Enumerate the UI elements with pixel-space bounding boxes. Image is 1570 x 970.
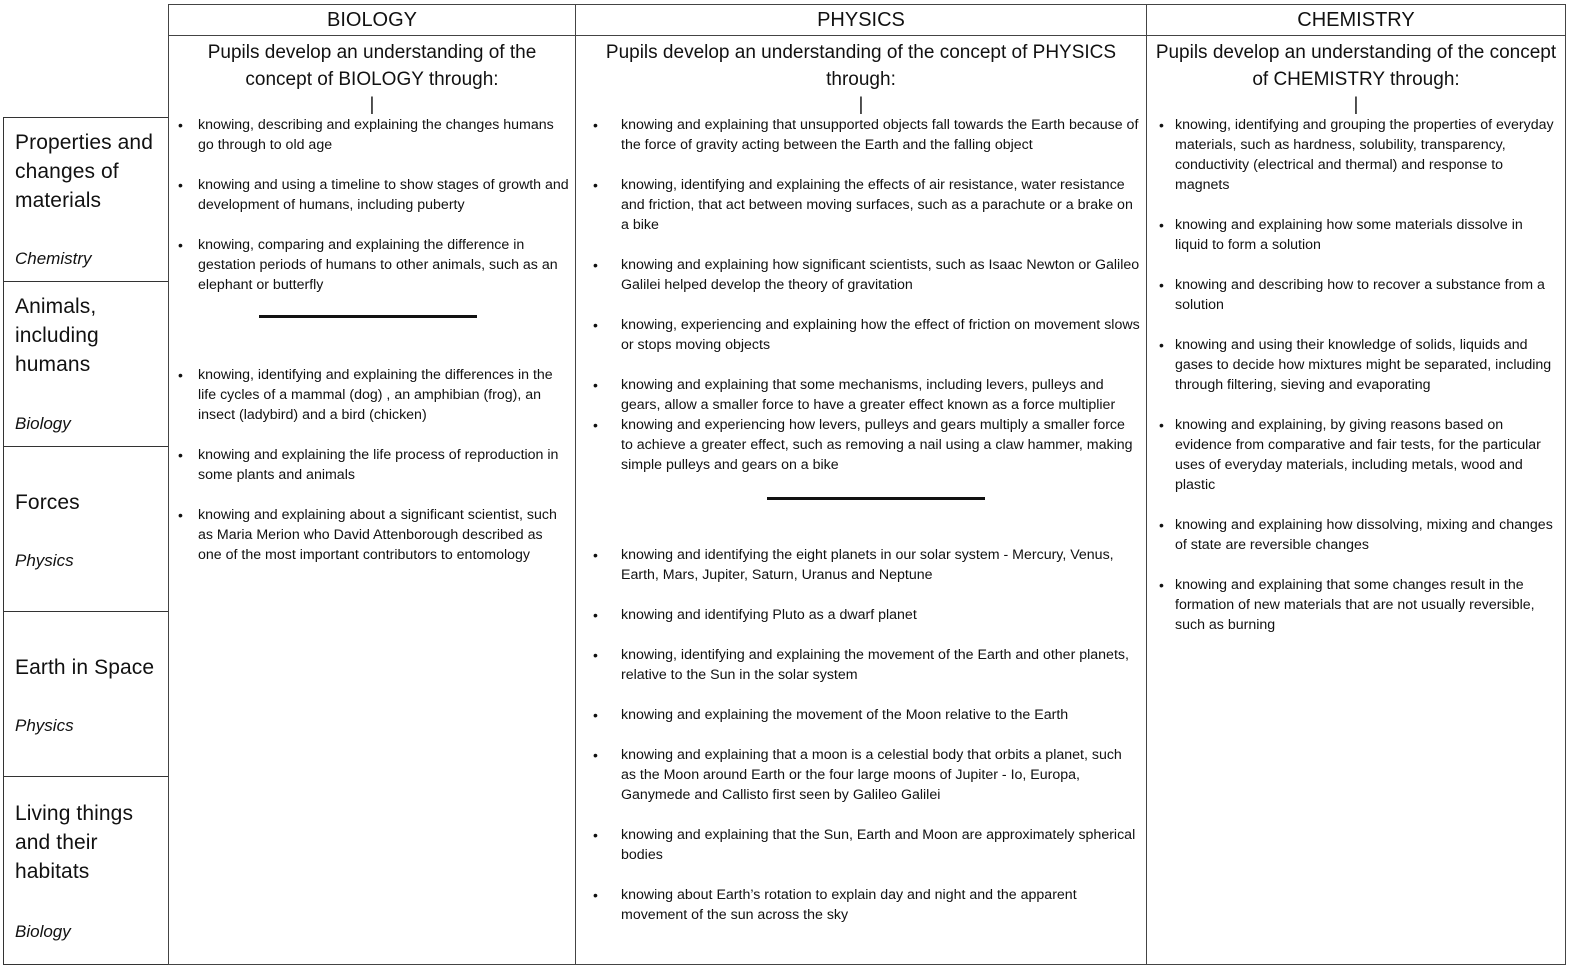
list-item: • knowing and explaining the movement of the Moon relative to the Earth — [576, 705, 1146, 725]
topic-title: Forces — [15, 491, 80, 514]
topic-subject: Chemistry — [15, 249, 92, 268]
topic-subject: Physics — [15, 716, 74, 735]
topic-column — [3, 117, 168, 965]
physics-column — [576, 5, 1147, 964]
list-item: • knowing, identifying and explaining the effects of air resistance, water resistance and friction, that act between moving surfaces, such as a parachute or a brake on a bike — [576, 175, 1146, 235]
list-item: • knowing and explaining how dissolving, mixing and changes of state are reversible changes — [1147, 515, 1565, 555]
list-item: • knowing and explaining how some materials dissolve in liquid to form a solution — [1147, 215, 1565, 255]
list-item: • knowing, experiencing and explaining how the effect of friction on movement slows or stops moving objects — [576, 315, 1146, 355]
list-item: • knowing and using their knowledge of solids, liquids and gases to decide how mixtures might be separated, including through filtering, sieving and evaporating — [1147, 335, 1565, 395]
column-header-chemistry: CHEMISTRY — [1147, 5, 1565, 36]
list-item: • knowing and describing how to recover a substance from a solution — [1147, 275, 1565, 315]
column-header-biology: BIOLOGY — [169, 5, 575, 36]
list-item: • knowing and identifying Pluto as a dwarf planet — [576, 605, 1146, 625]
topic-title: Living things and their habitats — [15, 802, 134, 883]
topic-earth-in-space — [3, 612, 168, 777]
list-item: • knowing and explaining that a moon is a celestial body that orbits a planet, such as the Moon around Earth or the four large moons of Jupiter - Io, Europa, Ganymede and Callisto first seen by Galileo Galilei — [576, 745, 1146, 805]
topic-animals-including-humans — [3, 282, 168, 447]
list-item: • knowing and explaining that some changes result in the formation of new materials that are not usually reversible, such as burning — [1147, 575, 1565, 635]
topic-subject: Biology — [15, 922, 71, 941]
chemistry-column — [1147, 5, 1565, 964]
list-item: • knowing about Earth’s rotation to explain day and night and the apparent movement of the sun across the sky — [576, 885, 1146, 925]
list-item: • knowing, identifying and explaining the movement of the Earth and other planets, relative to the Sun in the solar system — [576, 645, 1146, 685]
list-item: • knowing and explaining that unsupported objects fall towards the Earth because of the force of gravity acting between the Earth and the falling object — [576, 115, 1146, 155]
list-item: • knowing and using a timeline to show stages of growth and development of humans, including puberty — [169, 175, 575, 215]
list-item: • knowing and explaining how significant scientists, such as Isaac Newton or Galileo Galilei helped develop the theory of gravitation — [576, 255, 1146, 295]
topic-title: Properties and changes of materials — [15, 131, 153, 212]
bullet-list — [169, 365, 575, 565]
topic-subject: Biology — [15, 414, 71, 433]
list-item: • knowing and explaining the life process of reproduction in some plants and animals — [169, 445, 575, 485]
column-intro: Pupils develop an understanding of the concept of PHYSICS through: — [605, 42, 1117, 90]
bullet-list — [169, 115, 575, 295]
text-cursor: | — [1353, 94, 1359, 114]
list-item: • knowing and explaining, by giving reasons based on evidence from comparative and fair tests, for the particular uses of everyday materials, including metals, wood and plastic — [1147, 415, 1565, 495]
list-item: • knowing, comparing and explaining the difference in gestation periods of humans to other animals, such as an elephant or butterfly — [169, 235, 575, 295]
bullet-list — [1147, 115, 1565, 635]
biology-column — [169, 5, 576, 964]
divider — [767, 497, 985, 500]
column-intro: Pupils develop an understanding of the concept of CHEMISTRY through: — [1155, 42, 1557, 90]
list-item: • knowing and explaining that the Sun, Earth and Moon are approximately spherical bodies — [576, 825, 1146, 865]
list-item: • knowing and experiencing how levers, pulleys and gears multiply a smaller force to achieve a greater effect, such as removing a nail using a claw hammer, making simple pulleys and gears on a bike — [576, 415, 1146, 475]
list-item: • knowing, describing and explaining the changes humans go through to old age — [169, 115, 575, 155]
column-intro: Pupils develop an understanding of the concept of BIOLOGY through: — [207, 42, 537, 90]
list-item: • knowing, identifying and explaining the differences in the life cycles of a mammal (dog) , an amphibian (frog), an insect (ladybird) and a bird (chicken) — [169, 365, 575, 425]
text-cursor: | — [858, 94, 864, 114]
list-item: • knowing, identifying and grouping the properties of everyday materials, such as hardness, solubility, transparency, conductivity (electrical and thermal) and response to magnets — [1147, 115, 1565, 195]
divider — [259, 315, 477, 318]
topic-living-things-and-their-habitats — [3, 777, 168, 965]
text-cursor: | — [369, 94, 375, 114]
bullet-list — [576, 545, 1146, 925]
topic-forces — [3, 447, 168, 612]
list-item: • knowing and explaining about a significant scientist, such as Maria Merion who David Attenborough described as one of the most important contributors to entomology — [169, 505, 575, 565]
list-item: • knowing and explaining that some mechanisms, including levers, pulleys and gears, allow a smaller force to have a greater effect known as a force multiplier — [576, 375, 1146, 415]
topic-properties-and-changes-of-materials — [3, 117, 168, 282]
topic-title: Animals, including humans — [15, 295, 99, 376]
column-header-physics: PHYSICS — [576, 5, 1146, 36]
topic-title: Earth in Space — [15, 656, 155, 679]
bullet-list — [576, 115, 1146, 475]
list-item: • knowing and identifying the eight planets in our solar system - Mercury, Venus, Earth, Mars, Jupiter, Saturn, Uranus and Neptune — [576, 545, 1146, 585]
topic-subject: Physics — [15, 551, 74, 570]
curriculum-table — [168, 4, 1566, 965]
